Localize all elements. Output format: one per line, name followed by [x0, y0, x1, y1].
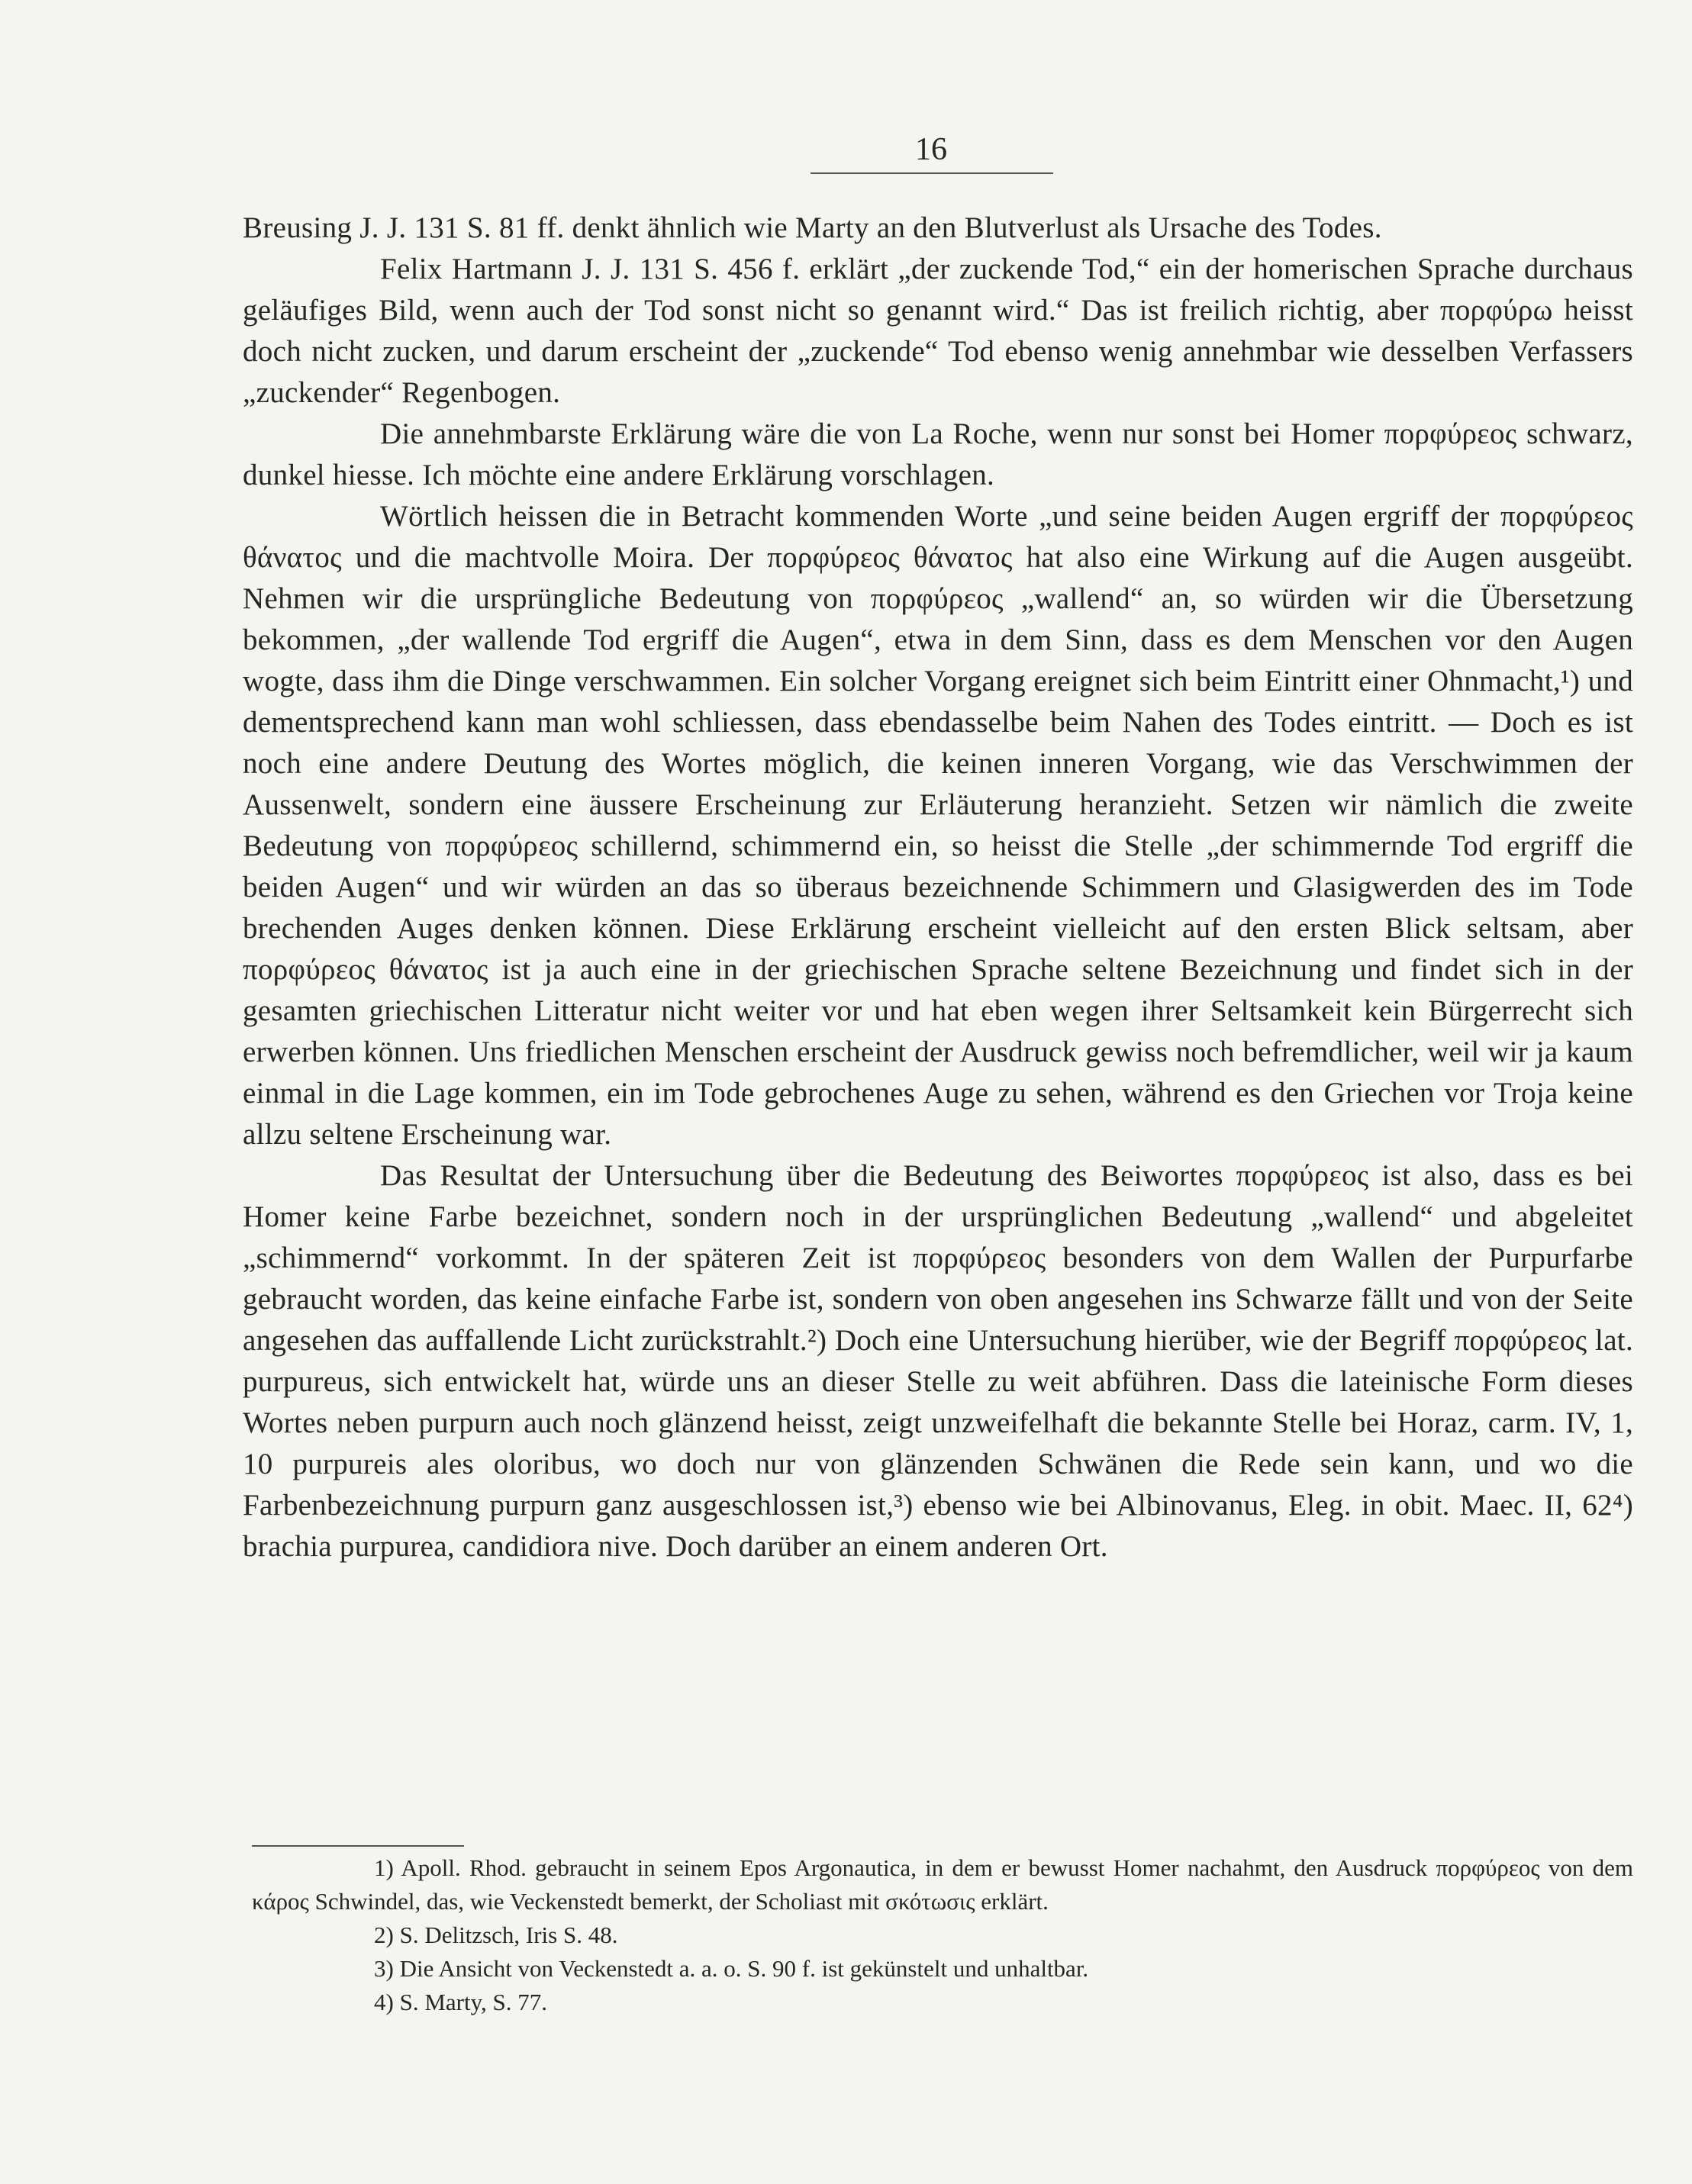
- footnote: 3) Die Ansicht von Veckenstedt a. a. o. S. 90 f. ist gekünstelt und unhaltbar.: [374, 1955, 1089, 1982]
- footnote: 4) S. Marty, S. 77.: [374, 1989, 548, 2015]
- paragraph: Das Resultat der Untersuchung über die Bedeutung des Beiwortes πορφύρεος ist also, dass es bei Homer keine Farbe bezeichnet, sondern noch in der ursprünglichen Bedeutung „wallend“ und abgeleitet „schimmernd“ vorkommt. In der späteren Zeit ist πορφύρεος besonders von dem Wallen der Purpurfarbe gebraucht worden, das keine einfache Farbe ist, sondern von oben angesehen ins Schwarze fällt und von der Seite angesehen das auffallende Licht zurückstrahlt.²) Doch eine Untersuchung hierüber, wie der Begriff πορφύρεος lat. purpureus, sich entwickelt hat, würde uns an dieser Stelle zu weit abführen. Dass die lateinische Form dieses Wortes neben purpurn auch noch glänzend heisst, zeigt unzweifelhaft die bekannte Stelle bei Horaz, carm. IV, 1, 10 purpureis ales oloribus, wo doch nur von glänzenden Schwänen die Rede sein kann, und wo die Farbenbezeichnung purpurn ganz ausgeschlossen ist,³) ebenso wie bei Albinovanus, Eleg. in obit. Maec. II, 62⁴) brachia purpurea, candidiora nive. Doch darüber an einem anderen Ort.: [243, 1159, 1633, 1563]
- footnote-separator: [252, 1845, 464, 1847]
- header-rule: [811, 172, 1053, 174]
- main-text: [243, 208, 1633, 1567]
- paragraph: Felix Hartmann J. J. 131 S. 456 f. erklärt „der zuckende Tod,“ ein der homerischen Sprache durchaus geläufiges Bild, wenn auch der Tod sonst nicht so genannt wird.“ Das ist freilich richtig, aber πορφύρω heisst doch nicht zucken, und darum erscheint der „zuckende“ Tod ebenso wenig annehmbar wie desselben Verfassers „zuckender“ Regenbogen.: [243, 253, 1633, 409]
- paragraph: Breusing J. J. 131 S. 81 ff. denkt ähnlich wie Marty an den Blutverlust als Ursache des Todes.: [243, 211, 1382, 244]
- footnote: 2) S. Delitzsch, Iris S. 48.: [374, 1921, 618, 1948]
- paragraph: Die annehmbarste Erklärung wäre die von La Roche, wenn nur sonst bei Homer πορφύρεος schwarz, dunkel hiesse. Ich möchte eine andere Erklärung vorschlagen.: [243, 417, 1633, 491]
- footnotes: [252, 1851, 1633, 2019]
- page-number: 16: [915, 132, 947, 167]
- paragraph: Wörtlich heissen die in Betracht kommenden Worte „und seine beiden Augen ergriff der πορφύρεος θάνατος und die machtvolle Moira. Der πορφύρεος θάνατος hat also eine Wirkung auf die Augen ausgeübt. Nehmen wir die ursprüngliche Bedeutung von πορφύρεος „wallend“ an, so würden wir die Übersetzung bekommen, „der wallende Tod ergriff die Augen“, etwa in dem Sinn, dass es dem Menschen vor den Augen wogte, dass ihm die Dinge verschwammen. Ein solcher Vorgang ereignet sich beim Eintritt einer Ohnmacht,¹) und dementsprechend kann man wohl schliessen, dass ebendasselbe beim Nahen des Todes eintritt. — Doch es ist noch eine andere Deutung des Wortes möglich, die keinen inneren Vorgang, wie das Verschwimmen der Aussenwelt, sondern eine äussere Erscheinung zur Erläuterung heranzieht. Setzen wir nämlich die zweite Bedeutung von πορφύρεος schillernd, schimmernd ein, so heisst die Stelle „der schimmernde Tod ergriff die beiden Augen“ und wir würden an das so überaus bezeichnende Schimmern und Glasigwerden des im Tode brechenden Auges denken können. Diese Erklärung erscheint vielleicht auf den ersten Blick seltsam, aber πορφύρεος θάνατος ist ja auch eine in der griechischen Sprache seltene Bezeichnung und findet sich in der gesamten griechischen Litteratur nicht weiter vor und hat eben wegen ihrer Seltsamkeit kein Bürgerrecht sich erwerben können. Uns friedlichen Menschen erscheint der Ausdruck gewiss noch befremdlicher, weil wir ja kaum einmal in die Lage kommen, ein im Tode gebrochenes Auge zu sehen, während es den Griechen vor Troja keine allzu seltene Erscheinung war.: [243, 500, 1633, 1151]
- footnote: 1) Apoll. Rhod. gebraucht in seinem Epos Argonautica, in dem er bewusst Homer nachahmt, den Ausdruck πορφύρεος von dem κάρος Schwindel, das, wie Veckenstedt bemerkt, der Scholiast mit σκότωσις erklärt.: [252, 1854, 1633, 1915]
